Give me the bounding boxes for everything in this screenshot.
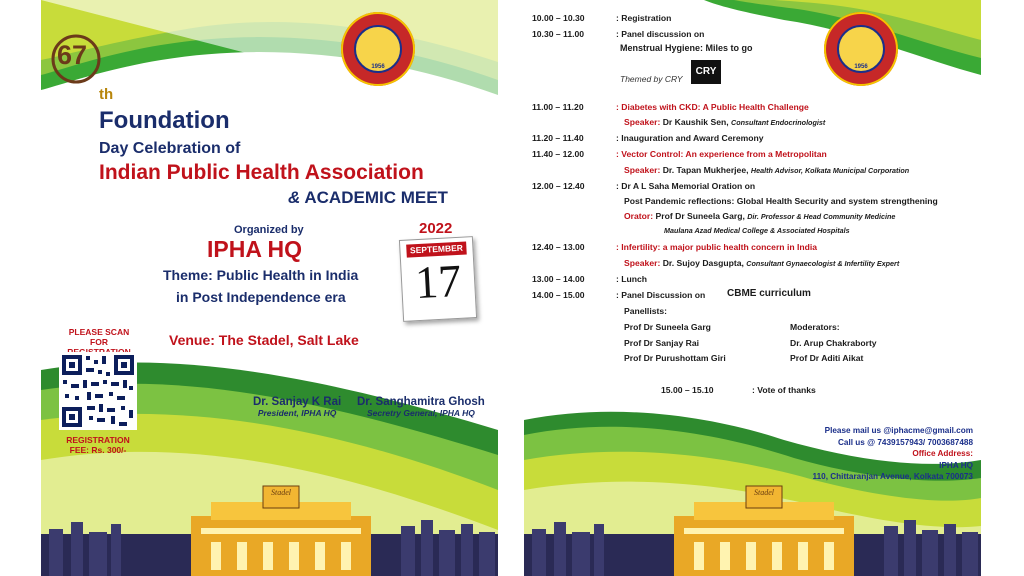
speaker-line-1: Speaker: Dr Kaushik Sen, Consultant Endocrinologist [624,117,826,127]
moderators-label: Moderators: [790,322,840,332]
calendar-month: SEPTEMBER [406,241,467,257]
venue-text: Venue: The Stadel, Salt Lake [169,332,359,348]
reg-fee-line-2: FEE: Rs. 300/- [69,445,127,455]
themed-by-text: Themed by CRY [620,74,683,84]
contact-mail: Please mail us @iphacme@gmail.com [824,426,973,435]
calendar-day: 17 [413,254,463,309]
title-ampersand: & [288,188,301,207]
hotel-building-image [41,484,498,576]
scan-note-line-1: PLEASE SCAN FOR [68,327,130,347]
panel-topic-menstrual: Menstrual Hygiene: Miles to go [620,43,753,53]
title-academic-meet [288,188,448,208]
office-name: IPHA HQ [939,460,973,470]
reg-fee-line-1: REGISTRATION [66,435,130,445]
vote-desc: : Vote of thanks [752,385,816,395]
theme-line-1: Theme: Public Health in India [163,267,359,283]
panellist-item: Prof Dr Sanjay Rai [624,338,699,348]
title-org-name: Indian Public Health Association [99,161,424,184]
sig2-name: Dr. Sanghamitra Ghosh [357,396,485,408]
registration-fee [59,435,137,455]
speaker-line-3: Speaker: Dr. Sujoy Dasgupta, Consultant Gynaecologist & Infertility Expert [624,258,900,268]
title-foundation: Foundation [99,107,230,134]
signatory-president [253,396,341,418]
panellist-item: Prof Dr Suneela Garg [624,322,711,332]
calendar-icon [399,236,477,322]
hotel-sign-left: Stadel [271,488,291,497]
sig1-name: Dr. Sanjay K Rai [253,396,342,408]
sig1-role: President, IPHA HQ [257,408,337,418]
title-day-celebration: Day Celebration of [99,140,241,157]
vote-time: 15.00 – 15.10 [661,385,714,395]
office-label: Office Address: [912,449,973,458]
moderator-item: Dr. Arup Chakraborty [790,338,877,348]
ipha-seal-logo: 1956 [341,12,415,86]
cry-logo: CRY [691,60,721,84]
ipha-seal-logo-right: 1956 [824,12,898,86]
badge-suffix: th [99,86,114,103]
cbme-topic: CBME curriculum [727,288,811,299]
badge-number: 67 [57,40,88,70]
moderator-item: Prof Dr Aditi Aikat [790,353,864,363]
right-flyer-page: 1956 10.00 – 10.30 : Registration 10.30 – 11.00 : Panel discussion on Menstrual Hygiene: Miles to go Themed by CRY CRY 11.00 – 11.20 : Diabetes with CKD: A Public Health Challenge Speaker: Dr Kaushik Sen, Consultant Endocrinologist 11.20 – 11.40 : Inauguration and Award Ceremony 11.40 – 12.00 : Vector Control: An experience from a Metropolitan Speaker: Dr. Tapan Mukherjee, Health Advisor, Kolkata Municipal Corporation 12.00 – 12.40 : Dr A L Saha Memorial Oration on Post Pandemic reflections: Global Health Security and system strengthening Orator: Prof Dr Suneela Garg, Dir. Professor & Head Community Medicine Maulana Azad Medical College & Associated Hospitals 12.40 – 13.00 : Infertility: a major public health concern in India Speaker: Dr. Sujoy Dasgupta, Consultant Gynaecologist & Infertility Expert 13.00 – 14.00 : Lunch 14.00 – 15.00 : Panel Discussion on CBME curriculum Panellists: Prof Dr Suneela Garg Prof Dr Sanjay Rai Prof Dr Purushottam Giri Moderators: Dr. Arup Chakraborty Prof Dr Aditi Aikat 15.00 – 15.10 : Vote of thanks Please mail us @iphacme@gmail.com Call us @ 7439157943/ 7003687488 Office Address: IPHA HQ 110, Chittaranjan Avenue, Kolkata 700073 Stadel [524,0,981,576]
sig2-role: Secretry General, IPHA HQ [366,408,475,418]
calendar-year: 2022 [419,220,453,237]
organized-by-label: Organized by [234,224,304,236]
hotel-building-image-right [524,484,981,576]
title-meet-text: ACADEMIC MEET [304,188,448,207]
orator-affiliation: Maulana Azad Medical College & Associated Hospitals [664,226,850,235]
theme-line-2: in Post Independence era [176,289,346,305]
orator-line: Orator: Prof Dr Suneela Garg, Dir. Professor & Head Community Medicine [624,211,896,221]
speaker-line-2: Speaker: Dr. Tapan Mukherjee, Health Advisor, Kolkata Municipal Corporation [624,165,910,175]
oration-title: Post Pandemic reflections: Global Health Security and system strengthening [624,196,938,206]
organizer-name: IPHA HQ [207,236,302,262]
panellist-item: Prof Dr Purushottam Giri [624,353,726,363]
hotel-sign-right: Stadel [754,488,774,497]
panellists-label: Panellists: [624,306,667,316]
registration-qr-code[interactable] [59,352,137,430]
office-address: 110, Chittaranjan Avenue, Kolkata 700073 [812,472,973,481]
contact-block [813,425,974,483]
left-flyer-page [41,0,498,576]
contact-phone: Call us @ 7439157943/ 7003687488 [838,437,973,447]
signatory-secretary [357,396,485,418]
